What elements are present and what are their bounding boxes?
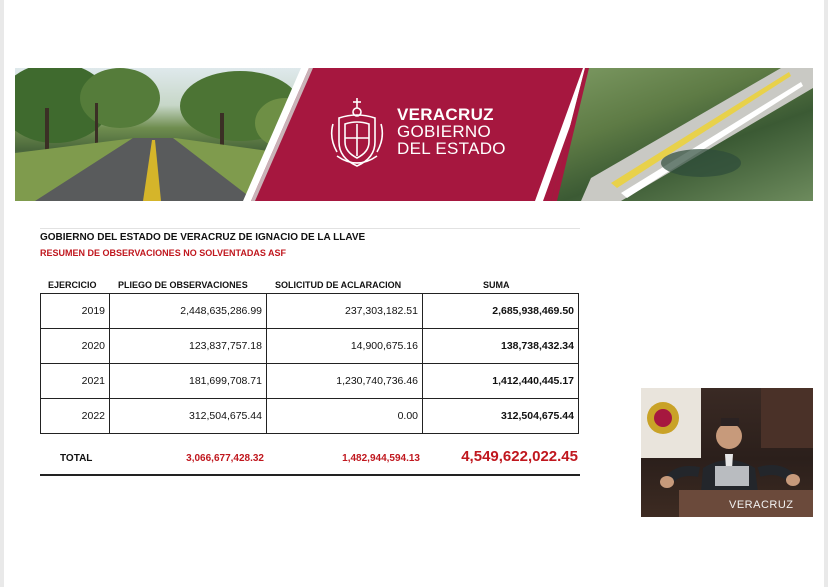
podium-text: VERACRUZ: [729, 499, 794, 511]
cell-suma: 1,412,440,445.17: [423, 364, 579, 399]
report-title: GOBIERNO DEL ESTADO DE VERACRUZ DE IGNACIO DE LA LLAVE: [40, 232, 366, 243]
divider-stripe-left: [243, 68, 313, 201]
header-ejercicio: EJERCICIO: [48, 280, 97, 290]
cell-pliego: 181,699,708.71: [110, 364, 267, 399]
total-solicitud: 1,482,944,594.13: [342, 453, 420, 464]
cell-pliego: 123,837,757.18: [110, 329, 267, 364]
document-page: [4, 0, 824, 587]
report-subtitle: RESUMEN DE OBSERVACIONES NO SOLVENTADAS ASF: [40, 248, 287, 258]
cell-solicitud: 237,303,182.51: [267, 294, 423, 329]
header-banner: [15, 68, 813, 201]
table-row: [41, 399, 579, 434]
government-logo: [325, 94, 545, 174]
cell-solicitud: 14,900,675.16: [267, 329, 423, 364]
brand-line-1: VERACRUZ: [397, 105, 494, 124]
cell-year: 2022: [41, 399, 110, 434]
cell-solicitud: 1,230,740,736.46: [267, 364, 423, 399]
bottom-rule: [40, 474, 580, 476]
cell-suma: 312,504,675.44: [423, 399, 579, 434]
cell-pliego: 312,504,675.44: [110, 399, 267, 434]
cell-year: 2019: [41, 294, 110, 329]
total-row: [40, 448, 580, 476]
total-suma: 4,549,622,022.45: [461, 448, 578, 465]
cell-year: 2021: [41, 364, 110, 399]
coat-of-arms-icon: [325, 94, 389, 174]
brand-line-2: GOBIERNO: [397, 122, 492, 141]
cell-solicitud: 0.00: [267, 399, 423, 434]
total-label: TOTAL: [60, 453, 93, 464]
total-pliego: 3,066,677,428.32: [186, 453, 264, 464]
cell-year: 2020: [41, 329, 110, 364]
speaker-illustration: [641, 388, 813, 517]
cell-suma: 2,685,938,469.50: [423, 294, 579, 329]
header-pliego: PLIEGO DE OBSERVACIONES: [118, 280, 248, 290]
table-row: [41, 294, 579, 329]
top-rule: [40, 228, 580, 229]
brand-text: [397, 106, 506, 157]
bridge-illustration: [551, 68, 813, 201]
header-suma: SUMA: [483, 280, 510, 290]
observations-table: [40, 293, 579, 434]
header-solicitud: SOLICITUD DE ACLARACION: [275, 280, 402, 290]
cell-suma: 138,738,432.34: [423, 329, 579, 364]
table-row: [41, 329, 579, 364]
speaker-photo: [641, 388, 813, 517]
cell-pliego: 2,448,635,286.99: [110, 294, 267, 329]
brand-line-3: DEL ESTADO: [397, 139, 506, 158]
table-row: [41, 364, 579, 399]
